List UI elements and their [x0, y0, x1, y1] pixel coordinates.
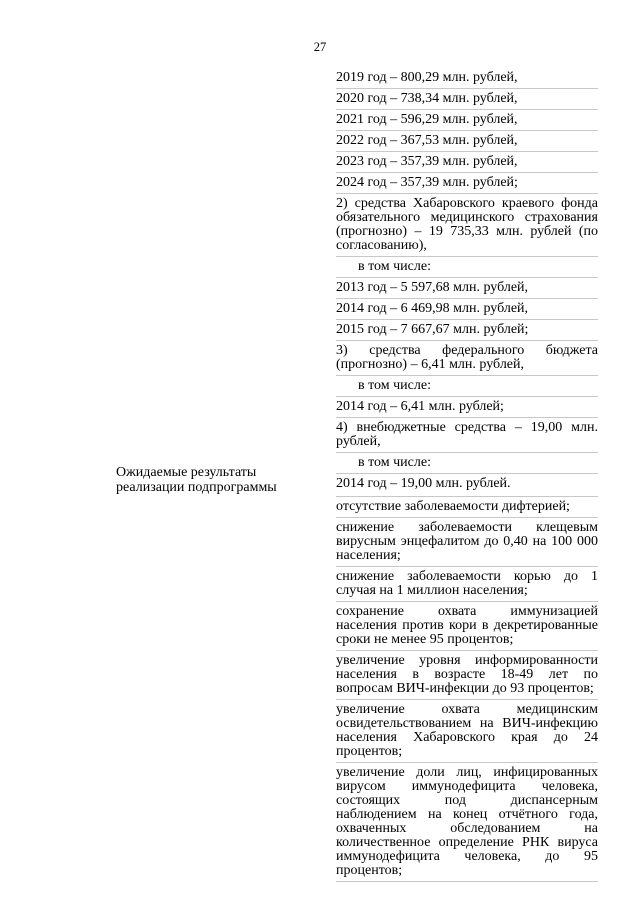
- funding-line-2020: 2020 год – 738,34 млн. рублей,: [336, 90, 598, 110]
- result-measles: снижение заболеваемости корью до 1 случая на 1 миллион населения;: [336, 568, 598, 602]
- funding-line-2021: 2021 год – 596,29 млн. рублей,: [336, 111, 598, 131]
- section-label: Ожидаемые результаты реализации подпрограммы: [116, 465, 277, 495]
- including-label: в том числе:: [336, 258, 598, 278]
- content-column: [336, 69, 598, 883]
- funding-line-2023: 2023 год – 357,39 млн. рублей,: [336, 153, 598, 173]
- funding-source-federal: 3) средства федерального бюджета (прогнозно) – 6,41 млн. рублей,: [336, 342, 598, 376]
- funding-line-federal-2014: 2014 год – 6,41 млн. рублей;: [336, 398, 598, 418]
- funding-line-2013: 2013 год – 5 597,68 млн. рублей,: [336, 279, 598, 299]
- funding-source-oms: 2) средства Хабаровского краевого фонда обязательного медицинского страхования (прогнозно) – 19 735,33 млн. рублей (по согласованию),: [336, 195, 598, 257]
- funding-line-extrabudget-2014: 2014 год – 19,00 млн. рублей.: [336, 475, 598, 497]
- result-tick-encephalitis: снижение заболеваемости клещевым вирусным энцефалитом до 0,40 на 100 000 населения;: [336, 519, 598, 567]
- funding-line-2022: 2022 год – 367,53 млн. рублей,: [336, 132, 598, 152]
- result-hiv-rna: увеличение доли лиц, инфицированных вирусом иммунодефицита человека, состоящих под диспансерным наблюдением на конец отчётного года, охваченных обследованием на количественное определение РНК вируса иммунодефицита человека, до 95 процентов;: [336, 764, 598, 882]
- result-hiv-awareness: увеличение уровня информированности населения в возрасте 18-49 лет по вопросам ВИЧ-инфекции до 93 процентов;: [336, 652, 598, 700]
- funding-line-2019: 2019 год – 800,29 млн. рублей,: [336, 69, 598, 89]
- funding-line-2024: 2024 год – 357,39 млн. рублей;: [336, 174, 598, 194]
- funding-line-2015: 2015 год – 7 667,67 млн. рублей;: [336, 321, 598, 341]
- result-diphtheria: отсутствие заболеваемости дифтерией;: [336, 498, 598, 518]
- page-number: 27: [313, 40, 327, 54]
- funding-source-extrabudget: 4) внебюджетные средства – 19,00 млн. рублей,: [336, 419, 598, 453]
- including-label: в том числе:: [336, 454, 598, 474]
- including-label: в том числе:: [336, 377, 598, 397]
- funding-line-2014: 2014 год – 6 469,98 млн. рублей,: [336, 300, 598, 320]
- result-hiv-testing: увеличение охвата медицинским освидетельствованием на ВИЧ-инфекцию населения Хабаровского края до 24 процентов;: [336, 701, 598, 763]
- result-measles-immunization: сохранение охвата иммунизацией населения против кори в декретированные сроки не менее 95 процентов;: [336, 603, 598, 651]
